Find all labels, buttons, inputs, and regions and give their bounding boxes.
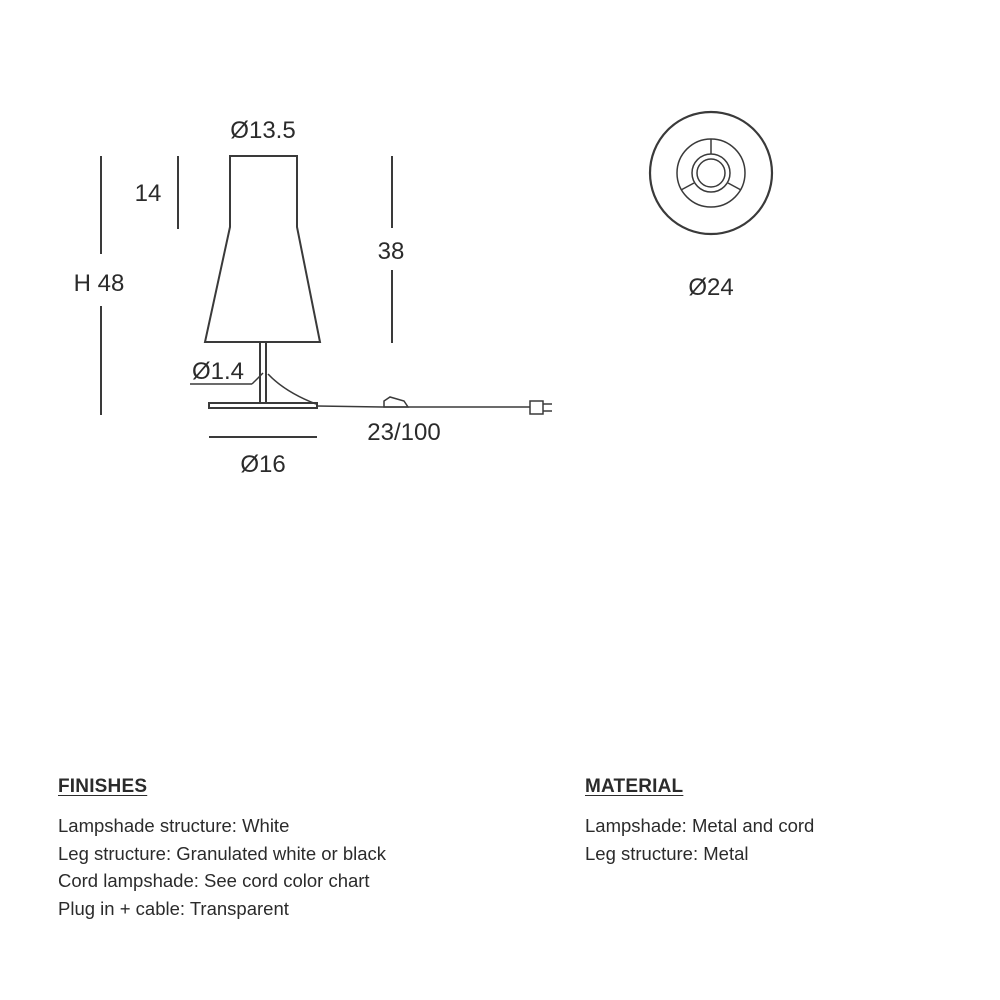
list-item: Plug in + cable: Transparent bbox=[58, 898, 289, 920]
material-title: MATERIAL bbox=[585, 776, 684, 797]
finishes-section bbox=[58, 776, 386, 923]
lamp-base bbox=[209, 403, 317, 408]
top-view-inner-circle bbox=[697, 159, 725, 187]
list-item: Leg structure: Metal bbox=[585, 842, 749, 864]
top-view-outer-circle bbox=[650, 112, 772, 234]
top-view-spoke-right bbox=[728, 183, 741, 190]
finishes-list bbox=[58, 812, 386, 923]
shade-top-diameter-label: Ø13.5 bbox=[230, 117, 296, 144]
material-section bbox=[585, 776, 814, 867]
material-list bbox=[585, 812, 814, 867]
lamp-side-view bbox=[205, 156, 552, 414]
finishes-title: FINISHES bbox=[58, 776, 148, 797]
leg-diameter-leader-diag bbox=[252, 373, 263, 384]
lamp-top-view bbox=[650, 112, 772, 234]
base-diameter-label: Ø16 bbox=[240, 451, 286, 478]
lamp-inner-cable bbox=[268, 374, 316, 404]
list-item: Lampshade: Metal and cord bbox=[585, 815, 815, 836]
shade-top-height-label: 14 bbox=[134, 180, 162, 207]
top-view-spoke-left bbox=[681, 183, 694, 190]
total-height-label: H 48 bbox=[73, 270, 125, 297]
list-item: Cord lampshade: See cord color chart bbox=[58, 870, 370, 892]
leg-diameter-label: Ø1.4 bbox=[191, 358, 245, 385]
lampshade-outline bbox=[205, 156, 320, 342]
shade-height-label: 38 bbox=[377, 238, 405, 265]
lamp-cable bbox=[317, 406, 530, 407]
top-view-diameter-label: Ø24 bbox=[688, 274, 734, 301]
cable-plug bbox=[530, 401, 543, 414]
cable-length-label: 23/100 bbox=[367, 419, 441, 446]
cable-switch bbox=[384, 397, 408, 407]
list-item: Lampshade structure: White bbox=[58, 815, 290, 836]
list-item: Leg structure: Granulated white or black bbox=[58, 842, 387, 864]
